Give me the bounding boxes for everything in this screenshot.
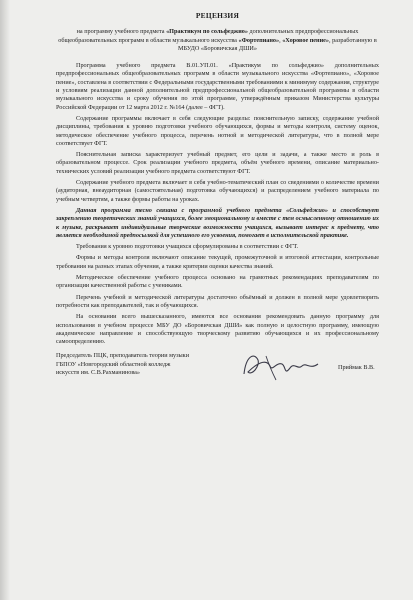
subtitle-program-1: «Фортепиано» — [238, 36, 280, 44]
handwritten-signature — [236, 346, 326, 386]
signer-position — [56, 352, 246, 377]
signer-line-1: Председатель ПЦК, преподаватель теории музыки — [56, 352, 189, 360]
paragraph-explanatory-note: Пояснительная записка характеризует учебный предмет, его цели и задачи, а также место и роль в образовательном процессе. Срок реализации учебного предмета, объём учебного времени, описание материально-технических условий реализации учебного предмета соответствуют ФГТ. — [56, 151, 379, 175]
subtitle-mid: дополнительных предпрофессиональных общеобразовательных программ в области музыкального искусства — [58, 28, 359, 44]
paragraph-literature: Перечень учебной и методической литературы достаточно объёмный и должен в полной мере удовлетворить потребности как преподавателей, так и обучающихся. — [56, 293, 379, 309]
document-title: РЕЦЕНЗИЯ — [195, 11, 240, 20]
signer-line-2: ГБПОУ «Новгородский областной колледж — [56, 360, 171, 368]
signer-name: Приймак В.В. — [338, 364, 375, 372]
paragraph-control: Формы и методы контроля включают описание текущей, промежуточной и итоговой аттестации, контрольные требования на разных этапах обучения, а также критерии оценки качества знаний. — [56, 254, 379, 270]
subtitle-post: , разработанную в МБУДО «Боровичская ДШИ» — [178, 36, 377, 52]
signer-line-3: искусств им. С.В.Рахманинова» — [56, 368, 141, 376]
paragraph-subject-content: Содержание учебного предмета включает в себя учебно-тематический план со сведениями о количестве времени (аудиторная, внеаудиторная (самостоятельная) подготовка обучающихся) и распределением учебного материала по учебным четвертям, а также формы работы на уроках. — [56, 179, 379, 203]
paragraph-conclusion: На основании всего вышесказанного, имеются все основания рекомендовать данную программу для использования в учебном процессе МБУ ДО «Боровичская ДШИ» как полную и целостную программу, имеющую академическое направление и способствующую творческому развитию обучающихся и их профессиональному самоопределению. — [56, 313, 379, 346]
paragraph-requirements: Требования к уровню подготовки учащихся сформулированы в соответствии с ФГТ. — [76, 243, 299, 251]
document-subtitle — [56, 28, 379, 53]
subtitle-program-2: «Хоровое пение» — [282, 36, 330, 44]
paragraph-content: Содержание программы включает в себя следующие разделы: пояснительную записку, содержание учебной дисциплины, требования к уровню подготовки учебного обучающихся, формы и методы контроля, систему оценок, методическое обеспечение учебного процесса, перечень нотной и методической литературы, что в полной мере соответствует ФГТ. — [56, 114, 379, 147]
subtitle-pre: на программу учебного предмета — [76, 28, 167, 36]
subtitle-sep: , — [279, 36, 283, 44]
paragraph-emphasis: Данная программа тесно связана с программой учебного предмета «Сольфеджио» и способствует закреплению теоретических знаний учащихся, более эмоциональному и вместе с тем осмысленному отношению их к музыке, раскрывает индивидуальные творческие возможности учащихся, вызывает интерес к предмету, что является необходимой предпосылкой для успешного его усвоения, помогает в исполнительской практике. — [56, 206, 379, 239]
signature-block — [56, 352, 379, 394]
subtitle-subject: «Практикум по сольфеджио» — [166, 28, 248, 36]
paragraph-methodology: Методическое обеспечение учебного процесса основано на грамотных рекомендациях преподавателям по организации качественной работы с учениками. — [56, 274, 379, 290]
paragraph-program: Программа учебного предмета В.01.УП.01. «Практикум по сольфеджио» дополнительных предпрофессиональных общеобразовательных программ в области музыкального искусства «Фортепиано», «Хоровое пение», составлена в соответствии с Федеральными государственными требованиями к минимуму содержания, структуре и условиям реализации данной дополнительной предпрофессиональной общеобразовательной программы в области музыкального искусства и сроку обучения по этой программе, утверждённым приказом Министерства культуры Российской Федерации от 12 марта 2012 г. №164 (далее – ФГТ). — [56, 62, 379, 111]
scan-edge-shadow — [0, 0, 10, 600]
